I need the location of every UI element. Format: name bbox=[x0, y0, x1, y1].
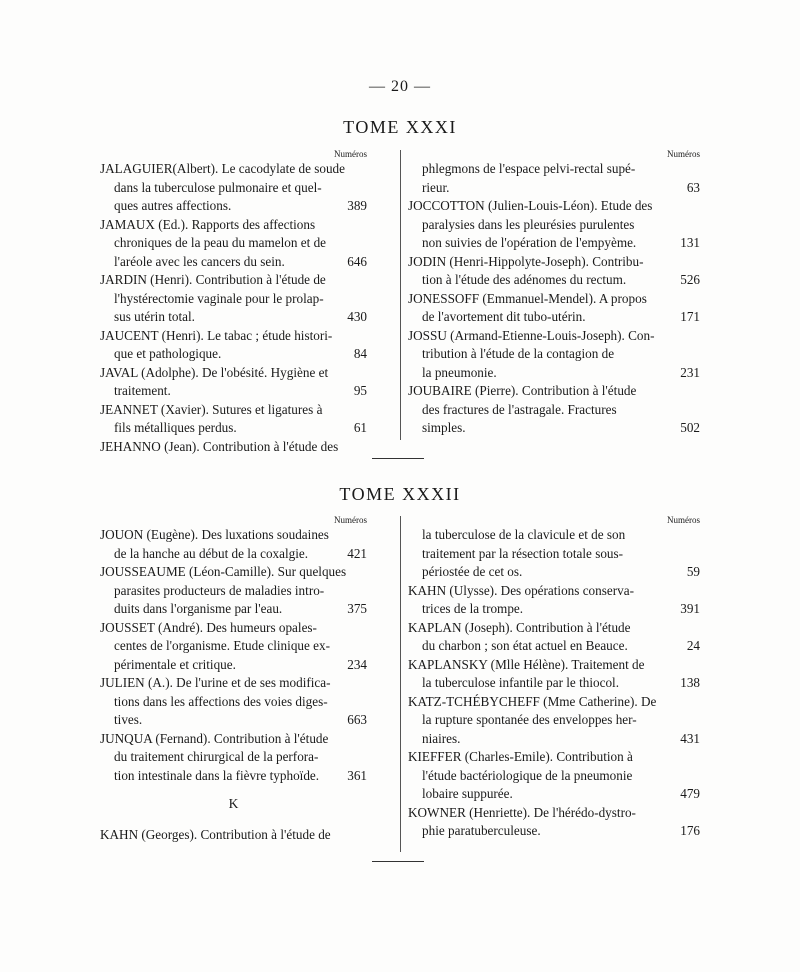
entry-text: JEANNET (Xavier). Sutures et ligatures à bbox=[100, 401, 323, 417]
entry-continuation-line bbox=[408, 179, 700, 198]
entry-continuation-line bbox=[408, 160, 700, 179]
entry-continuation-line bbox=[408, 674, 700, 693]
entry-text: l'aréole avec les cancers du sein. bbox=[114, 253, 285, 269]
entry-text: traitement par la résection totale sous- bbox=[422, 545, 624, 561]
entry-text: phie paratuberculeuse. bbox=[422, 823, 541, 838]
entry-text: phlegmons de l'espace pelvi-rectal supé- bbox=[422, 161, 636, 176]
letter-heading-k: K bbox=[228, 796, 239, 811]
entry-continuation-line bbox=[100, 382, 367, 401]
entry-text: de l'avortement dit tubo-utérin. bbox=[422, 309, 586, 324]
entry-line bbox=[408, 327, 700, 346]
entry-text: KATZ-TCHÉBYCHEFF (Mme Catherine). De bbox=[408, 693, 657, 709]
entry-number: 95 bbox=[353, 383, 367, 398]
entry-text: du traitement chirurgical de la perfora- bbox=[114, 749, 319, 764]
entry-number: 431 bbox=[680, 730, 700, 746]
entry-continuation-line bbox=[408, 216, 700, 235]
entry-text: paralysies dans les pleurésies purulentes bbox=[422, 216, 635, 232]
section-rule bbox=[372, 861, 424, 862]
entry-line bbox=[100, 526, 367, 545]
entry-continuation-line bbox=[408, 401, 700, 420]
entry-text: lobaire suppurée. bbox=[422, 786, 513, 801]
entry-text: niaires. bbox=[422, 730, 461, 746]
entry-line bbox=[408, 582, 700, 601]
entry-text: JOUBAIRE (Pierre). Contribution à l'étude bbox=[408, 383, 637, 398]
entry-continuation-line bbox=[408, 526, 700, 545]
entry-text: l'hystérectomie vaginale pour le prolap- bbox=[114, 290, 324, 306]
entry-text: KAPLAN (Joseph). Contribution à l'étude bbox=[408, 619, 631, 635]
column-divider bbox=[400, 150, 401, 440]
numeros-label: Numéros bbox=[334, 149, 367, 159]
entry-text: parasites producteurs de maladies intro- bbox=[114, 582, 325, 598]
entry-number: 479 bbox=[680, 786, 700, 801]
entry-continuation-line bbox=[408, 308, 700, 327]
entry-line bbox=[100, 619, 367, 638]
entry-line bbox=[408, 197, 700, 216]
entry-continuation-line bbox=[100, 711, 367, 730]
tome-xxxi-right-column bbox=[408, 148, 700, 438]
entry-continuation-line bbox=[408, 822, 700, 841]
entry-continuation-line bbox=[100, 637, 367, 656]
section-rule bbox=[372, 458, 424, 459]
entry-text: la tuberculose de la clavicule et de son bbox=[422, 527, 626, 542]
entry-text: JAMAUX (Ed.). Rapports des affections bbox=[100, 216, 316, 232]
entry-text: JOCCOTTON (Julien-Louis-Léon). Etude des bbox=[408, 198, 653, 213]
entry-line bbox=[408, 656, 700, 675]
entry-text: que et pathologique. bbox=[114, 346, 222, 361]
entry-number: 389 bbox=[347, 198, 367, 213]
entry-number: 391 bbox=[680, 601, 700, 616]
entry-line bbox=[100, 674, 367, 693]
entry-continuation-line bbox=[100, 748, 367, 767]
entry-continuation-line bbox=[408, 563, 700, 582]
entry-continuation-line bbox=[100, 582, 367, 601]
tome-title-xxxi: TOME XXXI bbox=[343, 117, 457, 137]
entry-text: JEHANNO (Jean). Contribution à l'étude des bbox=[100, 438, 339, 454]
entry-continuation-line bbox=[100, 234, 367, 253]
entry-continuation-line bbox=[408, 767, 700, 786]
entry-number: 63 bbox=[686, 179, 700, 195]
tome-title-xxxii: TOME XXXII bbox=[339, 484, 461, 504]
entry-continuation-line bbox=[100, 345, 367, 364]
entry-text: fils métalliques perdus. bbox=[114, 420, 237, 435]
entry-text: traitement. bbox=[114, 383, 171, 398]
entry-text: JULIEN (A.). De l'urine et de ses modifica- bbox=[100, 675, 331, 690]
entry-continuation-line bbox=[100, 545, 367, 564]
entry-continuation-line bbox=[100, 253, 367, 272]
entry-continuation-line bbox=[100, 600, 367, 619]
entry-number: 421 bbox=[347, 545, 367, 561]
entry-number: 61 bbox=[353, 420, 367, 435]
numeros-label: Numéros bbox=[667, 149, 700, 159]
entry-continuation-line bbox=[100, 693, 367, 712]
entry-text: JONESSOFF (Emmanuel-Mendel). A propos bbox=[408, 290, 647, 306]
entry-line bbox=[100, 327, 367, 346]
entry-continuation-line bbox=[408, 271, 700, 290]
entry-continuation-line bbox=[100, 656, 367, 675]
entry-line bbox=[100, 401, 367, 420]
entry-number: 526 bbox=[680, 272, 700, 287]
numeros-label: Numéros bbox=[334, 515, 367, 525]
entry-list bbox=[408, 160, 700, 438]
entry-text: ques autres affections. bbox=[114, 198, 232, 213]
entry-line bbox=[100, 271, 367, 290]
entry-number: 231 bbox=[680, 364, 700, 380]
entry-text: JOSSU (Armand-Etienne-Louis-Joseph). Con- bbox=[408, 327, 655, 343]
entry-text: dans la tuberculose pulmonaire et quel- bbox=[114, 179, 322, 195]
entry-continuation-line bbox=[408, 545, 700, 564]
entry-list bbox=[100, 826, 367, 845]
entry-text: centes de l'organisme. Etude clinique ex- bbox=[114, 638, 330, 653]
entry-line bbox=[100, 364, 367, 383]
entry-number: 171 bbox=[680, 309, 700, 324]
entry-text: KIEFFER (Charles-Emile). Contribution à bbox=[408, 749, 633, 764]
entry-continuation-line bbox=[100, 179, 367, 198]
entry-text: JOUSSET (André). Des humeurs opales- bbox=[100, 619, 317, 635]
entry-continuation-line bbox=[408, 730, 700, 749]
entry-text: JAVAL (Adolphe). De l'obésité. Hygiène et bbox=[100, 364, 329, 380]
entry-continuation-line bbox=[408, 637, 700, 656]
entry-number: 84 bbox=[353, 346, 367, 361]
entry-text: KAHN (Georges). Contribution à l'étude de bbox=[100, 826, 331, 842]
entry-line bbox=[408, 253, 700, 272]
entry-continuation-line bbox=[408, 234, 700, 253]
tome-xxxi-left-column bbox=[100, 148, 367, 456]
entry-line bbox=[100, 438, 367, 457]
entry-text: JALAGUIER(Albert). Le cacodylate de soude bbox=[100, 161, 345, 176]
entry-line bbox=[100, 826, 367, 845]
entry-text: sus utérin total. bbox=[114, 309, 195, 324]
page-number: — 20 — bbox=[369, 78, 431, 95]
tome-xxxii-right-column bbox=[408, 514, 700, 841]
entry-number: 361 bbox=[347, 767, 367, 783]
entry-text: JOUON (Eugène). Des luxations soudaines bbox=[100, 527, 329, 542]
entry-number: 234 bbox=[347, 656, 367, 672]
entry-line bbox=[100, 730, 367, 749]
entry-number: 59 bbox=[686, 564, 700, 579]
entry-continuation-line bbox=[100, 308, 367, 327]
entry-text: la rupture spontanée des enveloppes her- bbox=[422, 712, 637, 727]
entry-text: KAHN (Ulysse). Des opérations conserva- bbox=[408, 582, 634, 598]
entry-number: 176 bbox=[680, 823, 700, 838]
entry-line bbox=[100, 160, 367, 179]
entry-text: tion à l'étude des adénomes du rectum. bbox=[422, 272, 627, 287]
entry-text: du charbon ; son état actuel en Beauce. bbox=[422, 638, 628, 653]
entry-line bbox=[100, 216, 367, 235]
numeros-label: Numéros bbox=[667, 515, 700, 525]
entry-text: duits dans l'organisme par l'eau. bbox=[114, 601, 283, 616]
entry-line bbox=[408, 693, 700, 712]
entry-number: 646 bbox=[347, 253, 367, 269]
entry-text: l'étude bactériologique de la pneumonie bbox=[422, 767, 633, 783]
entry-list bbox=[408, 526, 700, 841]
entry-text: la tuberculose infantile par le thiocol. bbox=[422, 675, 620, 690]
entry-text: KOWNER (Henriette). De l'hérédo-dystro- bbox=[408, 804, 636, 820]
entry-text: JARDIN (Henri). Contribution à l'étude de bbox=[100, 272, 326, 287]
entry-line bbox=[408, 382, 700, 401]
entry-text: périmentale et critique. bbox=[114, 656, 236, 672]
entry-line bbox=[408, 290, 700, 309]
entry-text: tives. bbox=[114, 712, 143, 727]
entry-text: JUNQUA (Fernand). Contribution à l'étude bbox=[100, 730, 329, 746]
column-divider bbox=[400, 516, 401, 852]
entry-text: simples. bbox=[422, 420, 466, 435]
entry-continuation-line bbox=[408, 364, 700, 383]
entry-text: JODIN (Henri-Hippolyte-Joseph). Contribu- bbox=[408, 253, 644, 269]
entry-number: 375 bbox=[347, 601, 367, 616]
entry-text: trices de la trompe. bbox=[422, 601, 524, 616]
entry-list bbox=[100, 526, 367, 785]
entry-continuation-line bbox=[408, 419, 700, 438]
entry-text: rieur. bbox=[422, 179, 450, 195]
entry-line bbox=[100, 563, 367, 582]
tome-xxxii-left-column bbox=[100, 514, 367, 844]
entry-text: de la hanche au début de la coxalgie. bbox=[114, 545, 309, 561]
entry-line bbox=[408, 619, 700, 638]
entry-text: la pneumonie. bbox=[422, 364, 497, 380]
entry-text: périostée de cet os. bbox=[422, 564, 523, 579]
entry-line bbox=[408, 748, 700, 767]
entry-number: 663 bbox=[347, 712, 367, 727]
entry-number: 131 bbox=[680, 235, 700, 250]
entry-number: 138 bbox=[680, 675, 700, 690]
entry-text: chroniques de la peau du mamelon et de bbox=[114, 235, 327, 250]
entry-continuation-line bbox=[408, 345, 700, 364]
entry-text: tribution à l'étude de la contagion de bbox=[422, 346, 615, 361]
entry-text: JOUSSEAUME (Léon-Camille). Sur quelques bbox=[100, 564, 347, 579]
entry-text: non suivies de l'opération de l'empyème. bbox=[422, 235, 637, 250]
entry-text: tions dans les affections des voies diges- bbox=[114, 693, 328, 709]
entry-continuation-line bbox=[100, 290, 367, 309]
entry-text: JAUCENT (Henri). Le tabac ; étude histori- bbox=[100, 327, 333, 343]
entry-continuation-line bbox=[100, 197, 367, 216]
entry-continuation-line bbox=[408, 711, 700, 730]
entry-number: 430 bbox=[347, 309, 367, 324]
entry-line bbox=[408, 804, 700, 823]
entry-text: des fractures de l'astragale. Fractures bbox=[422, 401, 617, 417]
entry-continuation-line bbox=[408, 600, 700, 619]
entry-text: tion intestinale dans la fièvre typhoïde. bbox=[114, 767, 320, 783]
entry-number: 502 bbox=[680, 420, 700, 435]
entry-text: KAPLANSKY (Mlle Hélène). Traitement de bbox=[408, 656, 645, 672]
entry-continuation-line bbox=[100, 767, 367, 786]
entry-continuation-line bbox=[408, 785, 700, 804]
entry-continuation-line bbox=[100, 419, 367, 438]
entry-number: 24 bbox=[686, 638, 700, 653]
entry-list bbox=[100, 160, 367, 456]
